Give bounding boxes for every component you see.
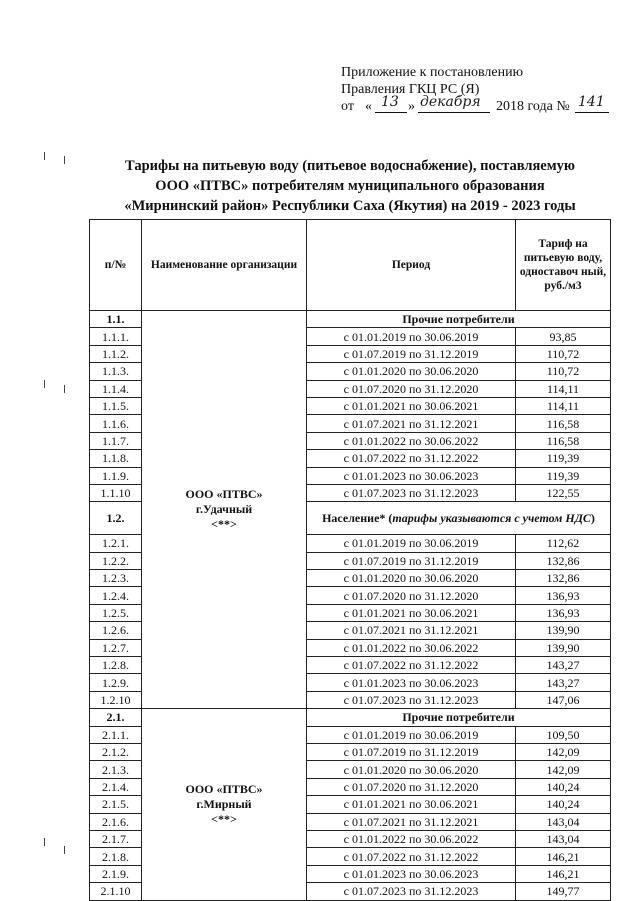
period-cell: с 01.01.2021 по 30.06.2021 (307, 796, 516, 813)
row-number: 1.1. (90, 311, 142, 328)
period-cell: с 01.01.2022 по 30.06.2022 (307, 639, 516, 656)
header-line-1: Приложение к постановлению (341, 65, 524, 80)
tariff-value: 139,90 (516, 622, 611, 639)
tariff-value: 136,93 (516, 587, 611, 604)
section-label-tail: ) (590, 510, 595, 525)
title-line-1: Тарифы на питьевую воду (питьевое водоснабжение), поставляемую (125, 158, 575, 174)
section-row (90, 709, 611, 726)
period-cell: с 01.01.2019 по 30.06.2019 (307, 726, 516, 743)
period-cell: с 01.07.2020 по 31.12.2020 (307, 587, 516, 604)
period-cell: с 01.07.2021 по 31.12.2021 (307, 622, 516, 639)
period-cell: с 01.01.2023 по 30.06.2023 (307, 467, 516, 484)
row-number: 1.1.9. (90, 467, 142, 484)
row-number: 1.1.3. (90, 363, 142, 380)
row-number: 1.1.5. (90, 397, 142, 414)
tariff-value: 119,39 (516, 450, 611, 467)
row-number: 2.1.2. (90, 743, 142, 760)
row-number: 1.2.1. (90, 535, 142, 552)
organization-note: <**> (211, 517, 237, 532)
period-cell: с 01.07.2023 по 31.12.2023 (307, 691, 516, 708)
handwritten-month-field (418, 94, 490, 113)
row-number: 2.1. (90, 709, 142, 726)
row-number: 1.2.7. (90, 639, 142, 656)
organization-cell (142, 311, 307, 709)
row-number: 1.1.2. (90, 345, 142, 362)
tariff-value: 110,72 (516, 363, 611, 380)
tariff-value: 109,50 (516, 726, 611, 743)
period-cell: с 01.07.2022 по 31.12.2022 (307, 450, 516, 467)
tariff-value: 149,77 (516, 883, 611, 900)
tariff-value: 114,11 (516, 380, 611, 397)
handwritten-day: 13 (381, 94, 399, 110)
organization-city: г.Удачный (195, 502, 253, 517)
period-cell: с 01.01.2021 по 30.06.2021 (307, 604, 516, 621)
quote-close: » (408, 99, 415, 114)
handwritten-month: декабря (420, 94, 481, 110)
period-cell: с 01.07.2019 по 31.12.2019 (307, 743, 516, 760)
row-number: 2.1.8. (90, 848, 142, 865)
title-line-2: ООО «ПТВС» потребителям муниципального образования (155, 178, 545, 194)
scan-mark (64, 846, 65, 854)
row-number: 2.1.5. (90, 796, 142, 813)
tariff-value: 139,90 (516, 639, 611, 656)
header-date-line (341, 94, 605, 115)
tariff-value: 116,58 (516, 415, 611, 432)
tariff-value: 116,58 (516, 432, 611, 449)
row-number: 1.2.4. (90, 587, 142, 604)
row-number: 2.1.3. (90, 761, 142, 778)
tariff-value: 112,62 (516, 535, 611, 552)
tariff-value: 146,21 (516, 865, 611, 882)
row-number: 1.2.10 (90, 691, 142, 708)
scan-mark (44, 380, 45, 388)
period-cell: с 01.01.2020 по 30.06.2020 (307, 761, 516, 778)
row-number: 2.1.10 (90, 883, 142, 900)
tariff-value: 140,24 (516, 796, 611, 813)
tariff-table-body (90, 311, 611, 901)
tariff-value: 132,86 (516, 570, 611, 587)
section-label-text: Прочие потребители (402, 312, 515, 327)
row-number: 2.1.4. (90, 778, 142, 795)
tariff-value: 142,09 (516, 761, 611, 778)
period-cell: с 01.01.2020 по 30.06.2020 (307, 570, 516, 587)
row-number: 1.1.1. (90, 328, 142, 345)
period-cell: с 01.01.2023 по 30.06.2023 (307, 674, 516, 691)
tariff-value: 143,27 (516, 674, 611, 691)
quote-open: « (365, 99, 372, 114)
handwritten-number-field (575, 94, 609, 113)
row-number: 1.1.8. (90, 450, 142, 467)
period-cell: с 01.07.2022 по 31.12.2022 (307, 657, 516, 674)
period-cell: с 01.07.2022 по 31.12.2022 (307, 848, 516, 865)
section-label (307, 502, 611, 535)
period-cell: с 01.01.2022 по 30.06.2022 (307, 432, 516, 449)
header-from: от (341, 99, 354, 114)
period-cell: с 01.07.2023 по 31.12.2023 (307, 883, 516, 900)
row-number: 1.1.10 (90, 484, 142, 501)
row-number: 2.1.9. (90, 865, 142, 882)
tariff-value: 140,24 (516, 778, 611, 795)
scan-mark (44, 152, 45, 160)
tariff-value: 110,72 (516, 345, 611, 362)
row-number: 1.1.6. (90, 415, 142, 432)
row-number: 1.1.7. (90, 432, 142, 449)
row-number: 1.1.4. (90, 380, 142, 397)
tariff-value: 146,21 (516, 848, 611, 865)
tariff-value: 136,93 (516, 604, 611, 621)
period-cell: с 01.07.2021 по 31.12.2021 (307, 813, 516, 830)
organization-name: ООО «ПТВС» (185, 781, 263, 796)
organization-name: ООО «ПТВС» (185, 487, 263, 502)
row-number: 2.1.1. (90, 726, 142, 743)
row-number: 1.2.6. (90, 622, 142, 639)
header-org: Наименование организации (142, 220, 307, 311)
tariff-value: 122,55 (516, 484, 611, 501)
header-line-2: Правления ГКЦ РС (Я) (341, 82, 480, 97)
period-cell: с 01.07.2023 по 31.12.2023 (307, 484, 516, 501)
period-cell: с 01.01.2021 по 30.06.2021 (307, 397, 516, 414)
handwritten-number: 141 (578, 94, 605, 110)
section-label-text: Прочие потребители (402, 710, 515, 725)
approval-header (341, 64, 605, 115)
period-cell: с 01.07.2019 по 31.12.2019 (307, 345, 516, 362)
tariff-value: 143,27 (516, 657, 611, 674)
tariff-value: 143,04 (516, 813, 611, 830)
header-period: Период (307, 220, 516, 311)
row-number: 1.2.8. (90, 657, 142, 674)
tariff-value: 93,85 (516, 328, 611, 345)
title-line-3: «Мирнинский район» Республики Саха (Якутия) на 2019 - 2023 годы (124, 198, 576, 214)
period-cell: с 01.07.2021 по 31.12.2021 (307, 415, 516, 432)
tariff-table (89, 219, 611, 901)
header-num: п/№ (90, 220, 142, 311)
row-number: 2.1.6. (90, 813, 142, 830)
tariff-value: 147,06 (516, 691, 611, 708)
section-label-text: Население* ( (322, 510, 393, 525)
section-label-note: тарифы указываются с учетом НДС (392, 510, 591, 525)
tariff-value: 132,86 (516, 552, 611, 569)
period-cell: с 01.01.2020 по 30.06.2020 (307, 363, 516, 380)
scan-mark (64, 385, 65, 393)
period-cell: с 01.07.2019 по 31.12.2019 (307, 552, 516, 569)
tariff-value: 143,04 (516, 830, 611, 847)
period-cell: с 01.01.2022 по 30.06.2022 (307, 830, 516, 847)
row-number: 1.2.3. (90, 570, 142, 587)
header-tariff: Тариф на питьевую воду, одноставоч ный, руб./м3 (516, 220, 611, 311)
scan-mark (44, 838, 45, 846)
section-label (307, 709, 611, 726)
handwritten-day-field (375, 94, 407, 113)
period-cell: с 01.01.2019 по 30.06.2019 (307, 535, 516, 552)
tariff-value: 119,39 (516, 467, 611, 484)
period-cell: с 01.07.2020 по 31.12.2020 (307, 778, 516, 795)
row-number: 1.2. (90, 502, 142, 535)
row-number: 1.2.5. (90, 604, 142, 621)
document-title (60, 156, 640, 216)
organization-cell (142, 709, 307, 900)
organization-city: г.Мирный (196, 796, 252, 811)
period-cell: с 01.01.2023 по 30.06.2023 (307, 865, 516, 882)
row-number: 1.2.2. (90, 552, 142, 569)
row-number: 2.1.7. (90, 830, 142, 847)
tariff-value: 114,11 (516, 397, 611, 414)
section-row (90, 311, 611, 328)
header-year: 2018 года № (496, 99, 570, 114)
period-cell: с 01.07.2020 по 31.12.2020 (307, 380, 516, 397)
period-cell: с 01.01.2019 по 30.06.2019 (307, 328, 516, 345)
row-number: 1.2.9. (90, 674, 142, 691)
tariff-value: 142,09 (516, 743, 611, 760)
section-label (307, 311, 611, 328)
organization-note: <**> (211, 811, 237, 826)
